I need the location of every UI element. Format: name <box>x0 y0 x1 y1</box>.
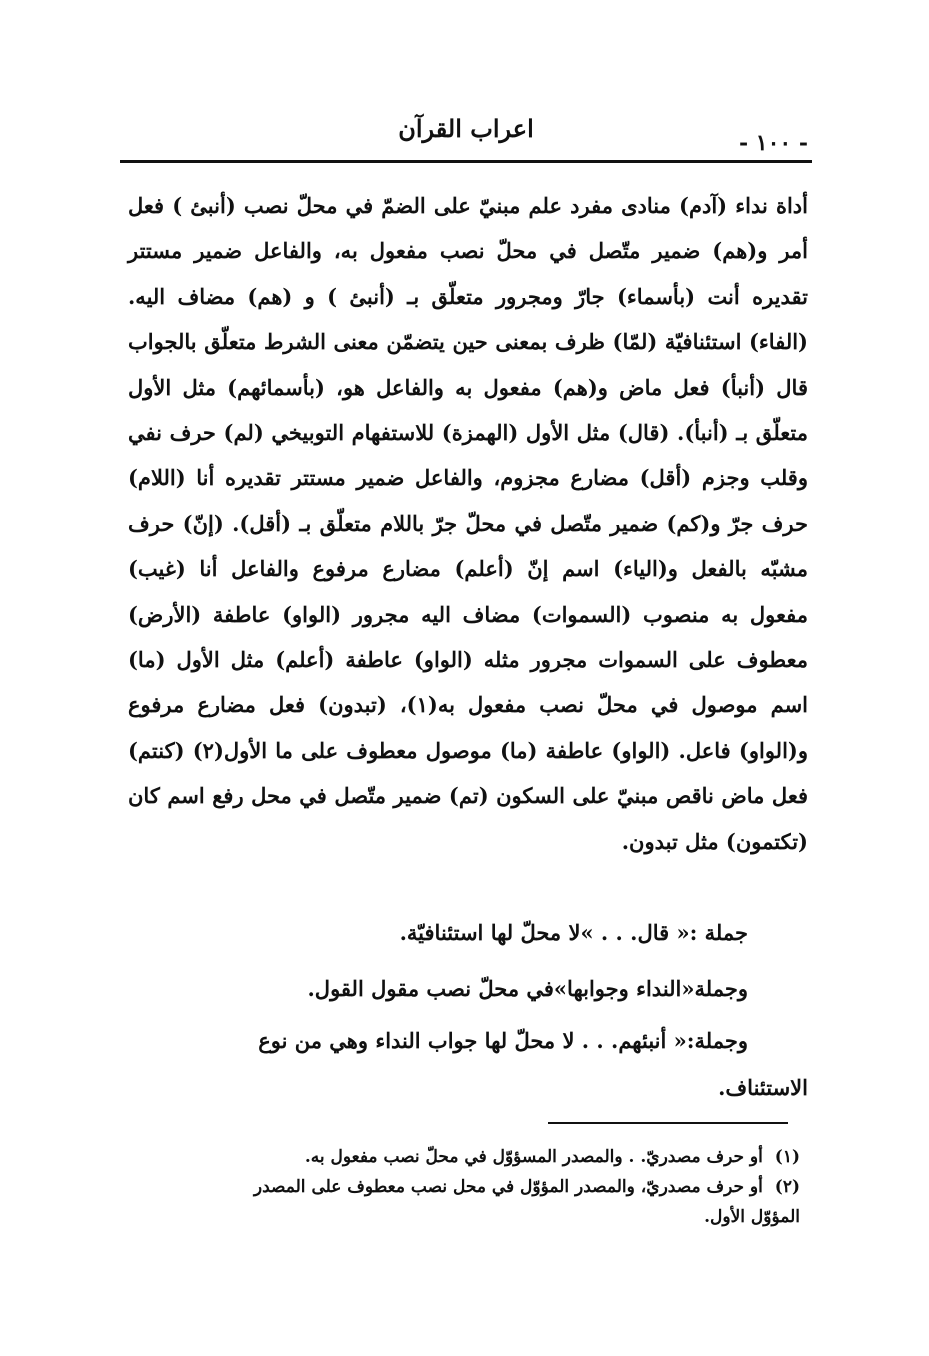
body-paragraph: أداة نداء (آدم) منادى مفرد علم مبنيّ على الضمّ في محلّ نصب (أنبئ ) فعل أمر و(هم) ضمير متّصل في محلّ نصب مفعول به، والفاعل ضمير مستتر تقديره أنت (بأسماء) جارّ ومجرور متعلّق بـ (أنبئ ) و (هم) مضاف اليه. (الفاء) استئنافيّة (لمّا) ظرف بمعنى حين يتضمّن معنى الشرط متعلّق بالجواب قال (أنبأ) فعل ماض و(هم) مفعول به والفاعل هو، (بأسمائهم) مثل الأول متعلّق بـ (أنبأ). (قال) مثل الأول (الهمزة) للاستفهام التوبيخي (لم) حرف نفي وقلب وجزم (أقل) مضارع مجزوم، والفاعل ضمير مستتر تقديره أنا (اللام) حرف جرّ و(كم) ضمير متّصل في محلّ جرّ باللام متعلّق بـ (أقل). (إنّ) حرف مشبّه بالفعل و(الياء) اسم إنّ (أعلم) مضارع مرفوع والفاعل أنا (غيب) مفعول به منصوب (السموات) مضاف اليه مجرور (الواو) عاطفة (الأرض) معطوف على السموات مجرور مثله (الواو) عاطفة (أعلم) مثل الأول (ما) اسم موصول في محلّ نصب مفعول به(١)، (تبدون) فعل مضارع مرفوع و(الواو) فاعل. (الواو) عاطفة (ما) موصول معطوف على ما الأول(٢) (كنتم) فعل ماض ناقص مبنيّ على السكون (تم) ضمير متّصل في محل رفع اسم كان (تكتمون) مثل تبدون. <box>128 193 808 854</box>
footnote-number: (٢) <box>774 1177 800 1197</box>
footnote-2 <box>128 1172 800 1202</box>
sentence-summary <box>128 905 808 1111</box>
footnote-text: أو حرف مصدريّ، والمصدر المؤوّل في محل نصب معطوف على المصدر <box>253 1177 763 1197</box>
summary-line-3: وجملة:« أنبئهم. . . لا محلّ لها جواب النداء وهي من نوع <box>258 1028 748 1053</box>
header-divider <box>120 160 812 163</box>
page-header <box>120 108 812 158</box>
running-title: اعراب القرآن <box>398 114 534 143</box>
summary-line-3-continued: الاستئناف. <box>718 1075 808 1100</box>
summary-line-1: جملة :« قال. . . »لا محلّ لها استئنافيّة. <box>399 920 748 945</box>
main-text <box>128 183 808 864</box>
footnote-1 <box>128 1142 800 1172</box>
summary-line-2: وجملة«النداء وجوابها»في محلّ نصب مقول القول. <box>307 976 748 1001</box>
footnotes <box>128 1142 800 1232</box>
page-number: - ١٠٠ - <box>738 130 808 156</box>
footnote-text: أو حرف مصدريّ. . والمصدر المسؤوّل في محلّ نصب مفعول به. <box>304 1147 763 1167</box>
footnote-number: (١) <box>774 1147 800 1167</box>
footnote-2-continued: المؤوّل الأول. <box>704 1207 800 1227</box>
footnote-divider <box>548 1122 788 1124</box>
